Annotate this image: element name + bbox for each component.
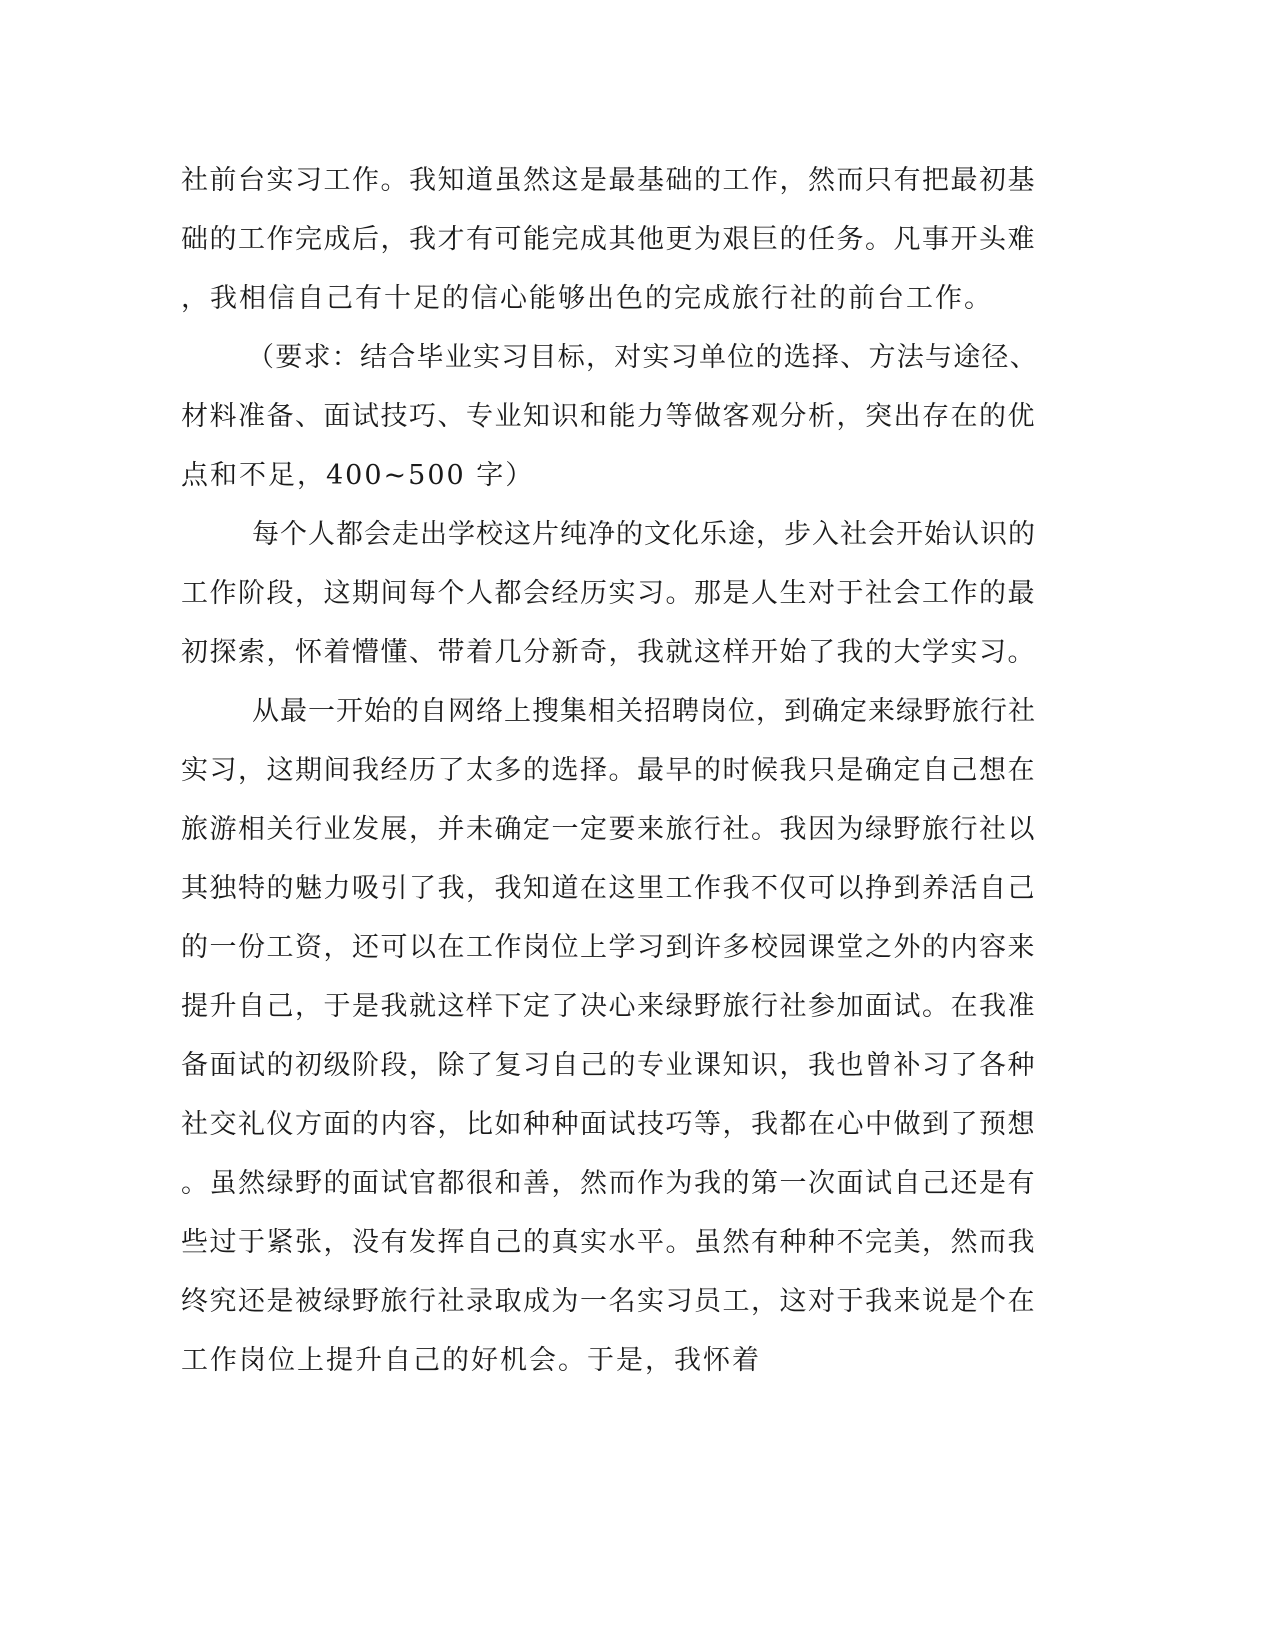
text-line: 其独特的魅力吸引了我，我知道在这里工作我不仅可以挣到养活自己: [181, 873, 1036, 904]
text-line: 。虽然绿野的面试官都很和善，然而作为我的第一次面试自己还是有: [181, 1168, 1036, 1199]
text-line: 终究还是被绿野旅行社录取成为一名实习员工，这对于我来说是个在: [181, 1286, 1036, 1317]
text-line: 提升自己，于是我就这样下定了决心来绿野旅行社参加面试。在我准: [181, 991, 1036, 1022]
text-line: 每个人都会走出学校这片纯净的文化乐途，步入社会开始认识的: [252, 519, 1036, 550]
text-line: 础的工作完成后，我才有可能完成其他更为艰巨的任务。凡事开头难: [181, 224, 1036, 255]
text-line: 工作阶段，这期间每个人都会经历实习。那是人生对于社会工作的最: [181, 578, 1036, 609]
text-line: （要求：结合毕业实习目标，对实习单位的选择、方法与途径、: [247, 342, 1038, 373]
text-line: 备面试的初级阶段，除了复习自己的专业课知识，我也曾补习了各种: [181, 1050, 1036, 1081]
text-line: 社交礼仪方面的内容，比如种种面试技巧等，我都在心中做到了预想: [181, 1109, 1036, 1140]
text-line: 社前台实习工作。我知道虽然这是最基础的工作，然而只有把最初基: [181, 165, 1036, 196]
text-line: 初探索，怀着懵懂、带着几分新奇，我就这样开始了我的大学实习。: [181, 637, 1036, 668]
text-line: 些过于紧张，没有发挥自己的真实水平。虽然有种种不完美，然而我: [181, 1227, 1036, 1258]
text-line: 实习，这期间我经历了太多的选择。最早的时候我只是确定自己想在: [181, 755, 1036, 786]
text-line: 材料准备、面试技巧、专业知识和能力等做客观分析，突出存在的优: [181, 401, 1036, 432]
text-line: 从最一开始的自网络上搜集相关招聘岗位，到确定来绿野旅行社: [252, 696, 1036, 727]
text-line: 的一份工资，还可以在工作岗位上学习到许多校园课堂之外的内容来: [181, 932, 1036, 963]
text-line: ，我相信自己有十足的信心能够出色的完成旅行社的前台工作。: [181, 283, 993, 314]
text-line: 旅游相关行业发展，并未确定一定要来旅行社。我因为绿野旅行社以: [181, 814, 1036, 845]
text-line: 工作岗位上提升自己的好机会。于是，我怀着: [181, 1345, 761, 1376]
text-line: 点和不足，400~500 字）: [181, 460, 535, 491]
